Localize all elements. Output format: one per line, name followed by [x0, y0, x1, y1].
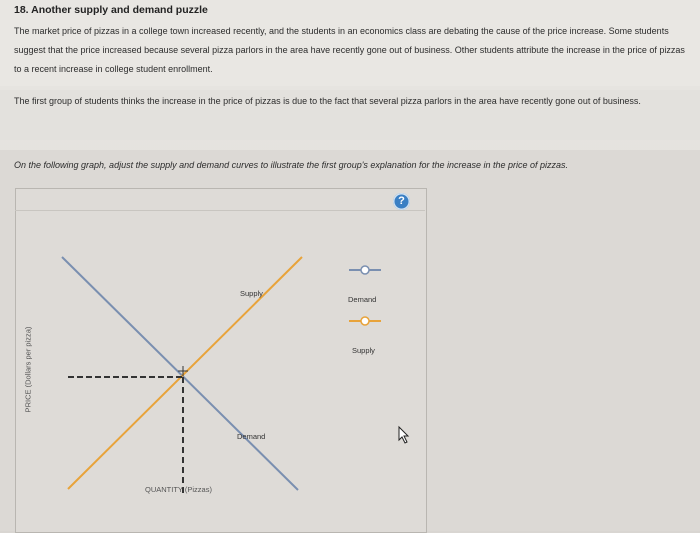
- equilibrium-point[interactable]: [178, 366, 188, 376]
- supply-tool-icon[interactable]: [349, 317, 381, 325]
- supply-curve[interactable]: [68, 257, 302, 489]
- supply-tool-label: Supply: [352, 346, 375, 355]
- graph-instruction: On the following graph, adjust the supply and demand curves to illustrate the first group's explanation for the increase in the price of pizzas.: [14, 160, 569, 170]
- question-paragraph: The first group of students thinks the increase in the price of pizzas is due to the fact that several pizza parlors in the area have recently gone out of business.: [14, 96, 641, 106]
- supply-curve-label: Supply: [240, 289, 263, 298]
- demand-tool-icon[interactable]: [349, 266, 381, 274]
- intro-paragraph: The market price of pizzas in a college town increased recently, and the students in an economics class are debating the cause of the price increase. Some students suggest that the price increased because several pizza parlors in the area have recently gone out of business. Other students attribute the increase in the price of pizzas to a recent increase in college student enrollment.: [14, 26, 685, 74]
- question-title: 18. Another supply and demand puzzle: [14, 4, 208, 16]
- demand-tool-label: Demand: [348, 295, 377, 304]
- help-icon[interactable]: ?: [393, 193, 410, 210]
- y-axis-label: PRICE (Dollars per pizza): [23, 326, 33, 413]
- x-axis-label: QUANTITY (Pizzas): [145, 485, 212, 494]
- mouse-cursor-icon: [399, 427, 408, 443]
- demand-curve-label: Demand: [237, 432, 266, 441]
